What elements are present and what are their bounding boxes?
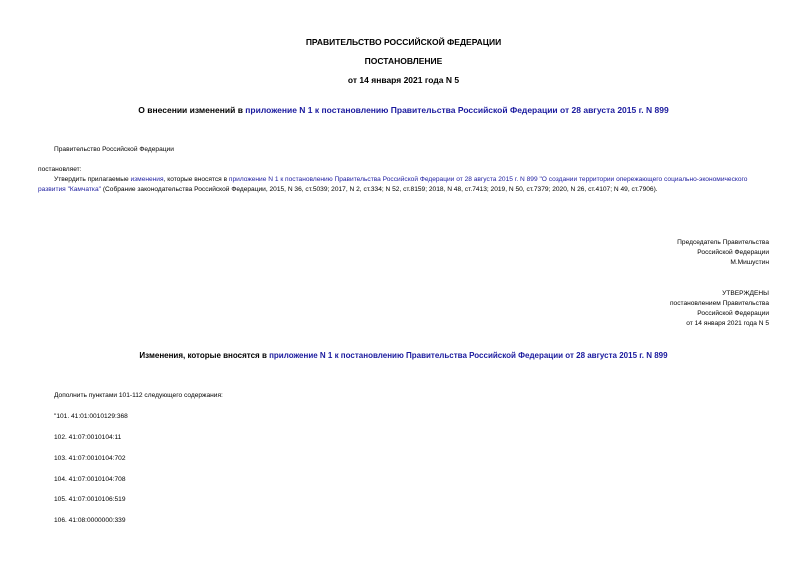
list-item: "101. 41:01:0010129:368 [54,413,128,420]
signature-line2: Российской Федерации [697,249,769,256]
govt-label: Правительство Российской Федерации [54,146,174,153]
approved-line1: УТВЕРЖДЕНЫ [722,290,769,297]
list-item: 105. 41:07:0010106:519 [54,496,126,503]
doc-date: от 14 января 2021 года N 5 [347,75,460,85]
list-item: 103. 41:07:0010104:702 [54,455,126,462]
signature-line1: Председатель Правительства [677,239,769,246]
list-item: 106. 41:08:0000000:339 [54,517,126,524]
signature-line3: М.Мишустин [730,259,769,266]
p1-text-c: (Собрание законодательства Российской Федерации, 2015, N 36, ст.5039; 2017, N 2, ст.334; N 52, ст.8159; 2018, N 48, ст.7413; 2019, N 50, ст.7379; 2020, N 26, ст.4107; N 49, ст.7906). [100,186,658,193]
p1-link-appendix[interactable]: приложение N 1 к постановлению Правительства Российской Федерации от 28 августа 2015 г. N 899 "О создании территории опережающего социально-экономического развития "Камчатка" [38,176,748,193]
doc-title-link[interactable]: приложение N 1 к постановлению Правительства Российской Федерации от 28 августа 2015 г. N 899 [245,105,669,115]
paragraph-1 [38,175,771,195]
signature-block [469,238,769,268]
p1-text-b: , которые вносятся в [163,176,229,183]
postanovlyaet: постановляет: [38,166,82,173]
doc-title-prefix: О внесении изменений в [138,105,246,115]
p1-text-a: Утвердить прилагаемые [54,176,131,183]
approved-block [469,289,769,329]
list-item: 102. 41:07:0010104:11 [54,434,122,441]
p1-link-changes[interactable]: изменения [130,176,164,183]
approved-line2: постановлением Правительства [669,300,769,307]
approved-line4: от 14 января 2021 года N 5 [686,320,769,327]
changes-title-prefix: Изменения, которые вносятся в [139,351,270,360]
changes-title-link[interactable]: приложение N 1 к постановлению Правительства Российской Федерации от 28 августа 2015 г. N 899 [269,351,668,360]
doc-type: ПОСТАНОВЛЕНИЕ [364,56,443,66]
approved-line3: Российской Федерации [697,310,769,317]
doc-title [0,105,807,115]
list-item: 104. 41:07:0010104:708 [54,476,126,483]
changes-intro: Дополнить пунктами 101-112 следующего содержания: [54,392,223,399]
changes-title [0,351,807,360]
org-title: ПРАВИТЕЛЬСТВО РОССИЙСКОЙ ФЕДЕРАЦИИ [305,37,502,47]
